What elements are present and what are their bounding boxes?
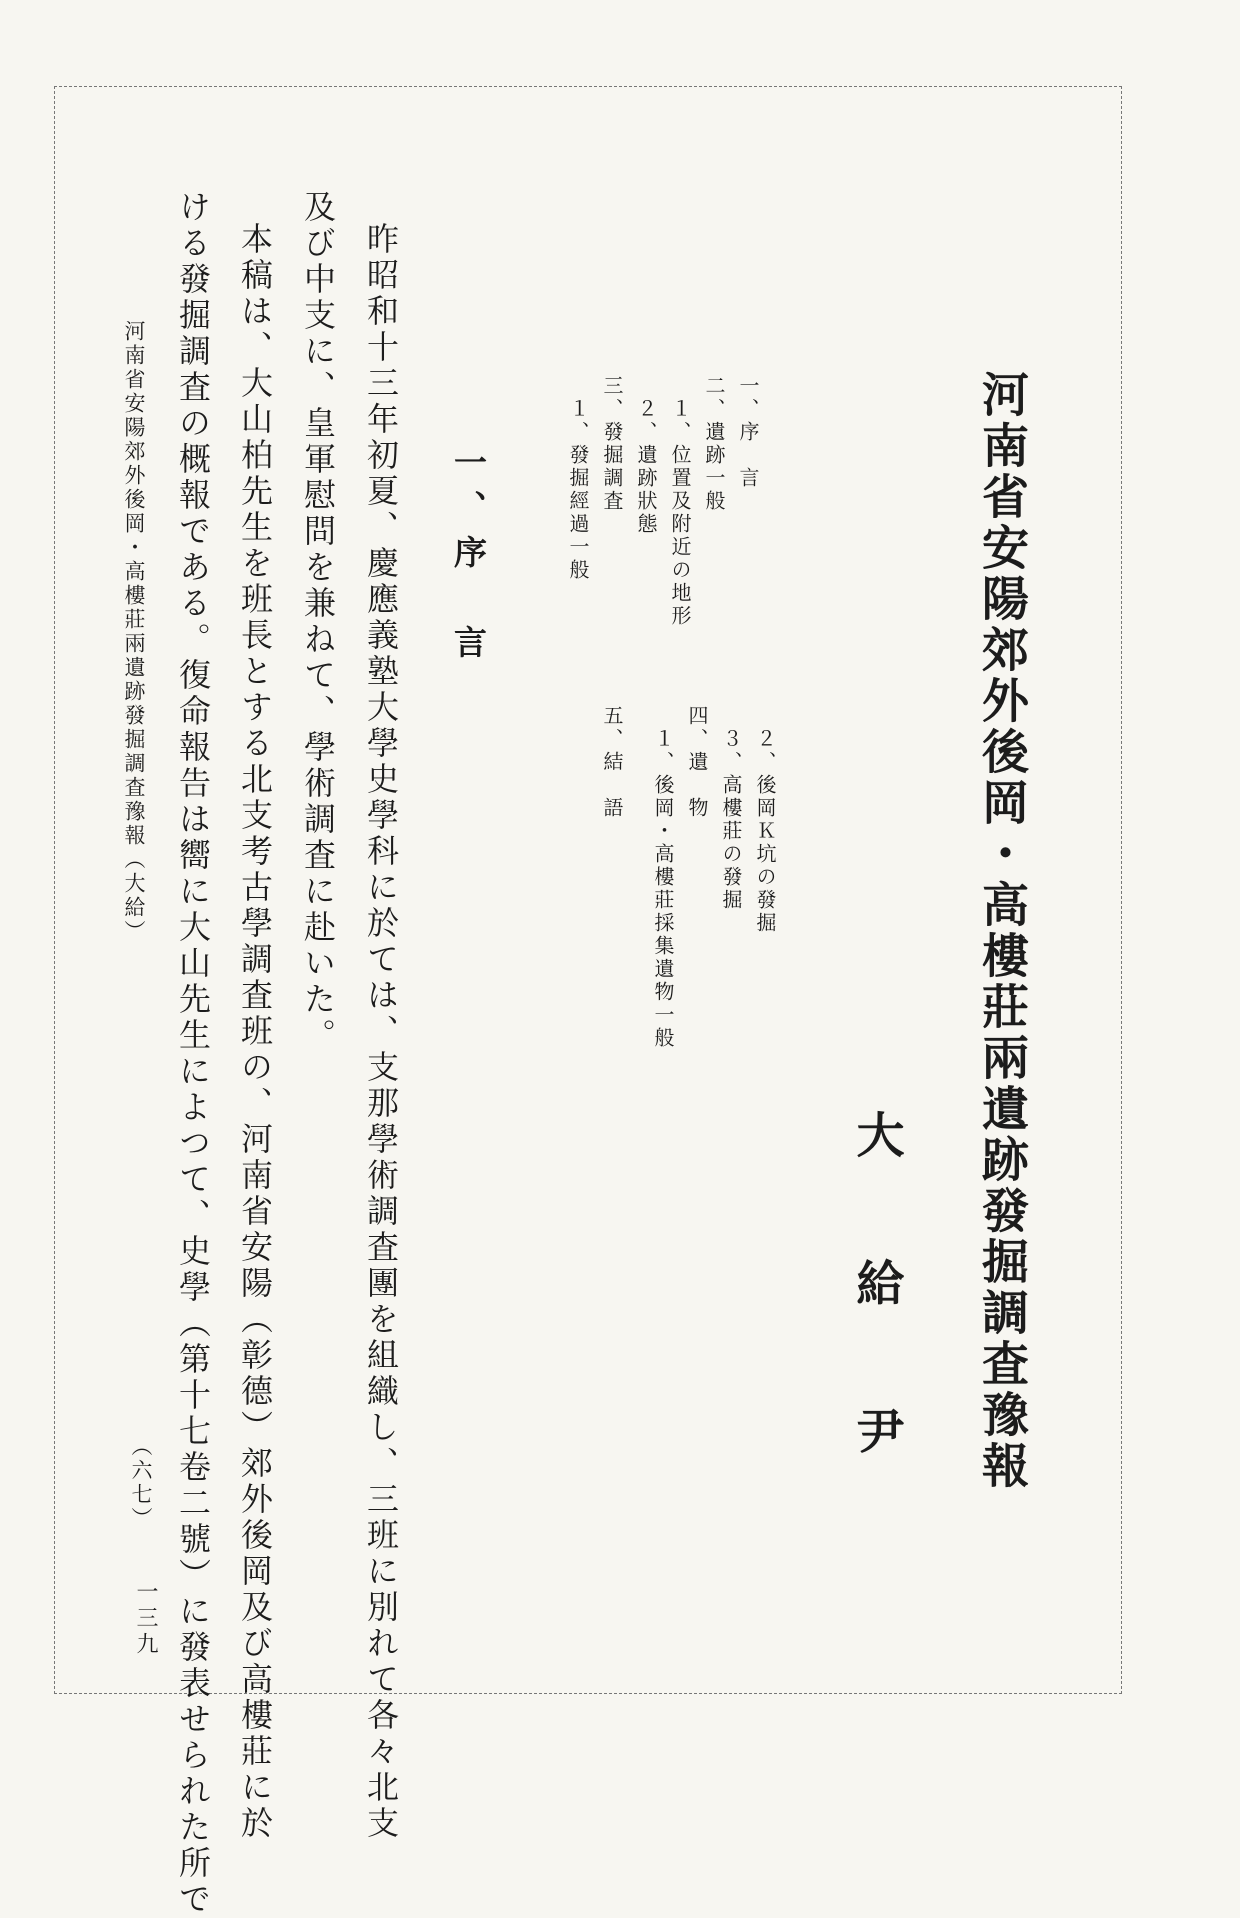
toc-item: １、後岡・高樓莊採集遺物一般 <box>651 728 675 1050</box>
toc-item: 一、序 言 <box>736 375 760 490</box>
page-border <box>54 86 1122 1694</box>
section-heading: 一、序 言 <box>449 445 488 670</box>
page-number: 一三九 <box>133 1580 158 1658</box>
body-line: ける發掘調査の概報である。復命報告は嚮に大山先生によつて、史學（第十七卷二號）に發表せられた所で <box>174 190 212 1918</box>
toc-item: ２、後岡Ｋ坑の發掘 <box>753 728 777 935</box>
author-name: 大給尹 <box>848 1110 904 1554</box>
running-footer: 河南省安陽郊外後岡・高樓莊兩遺跡發掘調査豫報（大給） <box>122 320 146 944</box>
toc-item: 二、遺跡一般 <box>702 375 726 513</box>
body-line: 本稿は、大山柏先生を班長とする北支考古學調査班の、河南省安陽（彰德）郊外後岡及び高樓莊に於 <box>236 222 274 1842</box>
toc-item: ２、遺跡狀態 <box>634 398 658 536</box>
body-line: 昨昭和十三年初夏、慶應義塾大學史學科に於ては、支那學術調査團を組織し、三班に別れて各々北支 <box>362 222 400 1842</box>
toc-item: １、位置及附近の地形 <box>668 398 692 628</box>
toc-item: ３、高樓莊の發掘 <box>719 728 743 912</box>
article-title: 河南省安陽郊外後岡・高樓莊兩遺跡發掘調査豫報 <box>974 370 1029 1492</box>
footer-number: （六七） <box>129 1435 153 1531</box>
toc-item: 五、結 語 <box>600 705 624 820</box>
toc-item: 三、發掘調査 <box>600 375 624 513</box>
toc-item: １、發掘經過一般 <box>566 398 590 582</box>
toc-item: 四、遺 物 <box>685 705 709 820</box>
body-line: 及び中支に、皇軍慰問を兼ねて、學術調査に赴いた。 <box>299 190 337 1054</box>
